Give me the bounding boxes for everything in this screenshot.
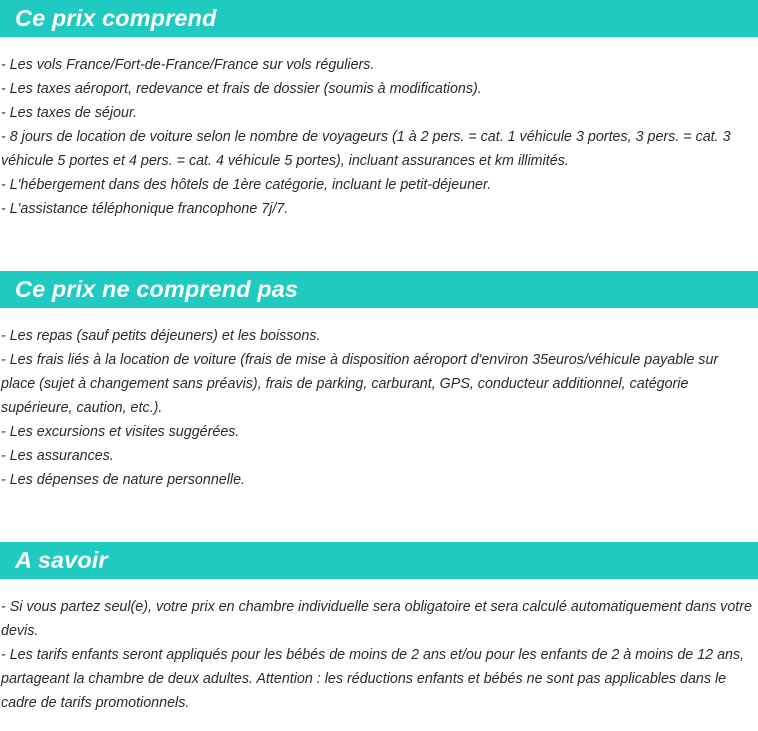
section-header <box>0 0 758 37</box>
list-item: - Si vous partez seul(e), votre prix en chambre individuelle sera obligatoire et sera calculé automatiquement dans votre devis. <box>1 599 752 639</box>
section-body <box>0 324 758 492</box>
list-item: - Les taxes aéroport, redevance et frais de dossier (soumis à modifications). <box>1 81 482 97</box>
list-item: - Les repas (sauf petits déjeuners) et les boissons. <box>1 328 321 344</box>
list-item: - Les tarifs enfants seront appliqués pour les bébés de moins de 2 ans et/ou pour les enfants de 2 à moins de 12 ans, partageant la chambre de deux adultes. Attention : les réductions enfants et bébés ne sont pas applicables dans le cadre de tarifs promotionnels. <box>1 647 745 711</box>
list-item: - Les excursions et visites suggérées. <box>1 424 240 440</box>
section-included <box>0 0 758 221</box>
section-body <box>0 595 758 715</box>
section-body <box>0 53 758 221</box>
list-item: - Les assurances. <box>1 448 114 464</box>
section-header <box>0 271 758 308</box>
list-item: - L'assistance téléphonique francophone 7j/7. <box>1 201 289 217</box>
list-item: - Les vols France/Fort-de-France/France sur vols réguliers. <box>1 57 375 73</box>
list-item: - 8 jours de location de voiture selon le nombre de voyageurs (1 à 2 pers. = cat. 1 véhicule 3 portes, 3 pers. = cat. 3 véhicule 5 portes et 4 pers. = cat. 4 véhicule 5 portes), incluant assurances et km illimités. <box>1 129 731 169</box>
list-item: - Les taxes de séjour. <box>1 105 138 121</box>
section-title: A savoir <box>15 547 108 573</box>
section-not-included <box>0 271 758 492</box>
section-title: Ce prix ne comprend pas <box>15 276 299 302</box>
section-header <box>0 542 758 579</box>
section-good-to-know <box>0 542 758 715</box>
list-item: - Les frais liés à la location de voiture (frais de mise à disposition aéroport d'environ 35euros/véhicule payable sur place (sujet à changement sans préavis), frais de parking, carburant, GPS, conducteur additionnel, catégorie supérieure, caution, etc.). <box>1 352 719 416</box>
list-item: - L'hébergement dans des hôtels de 1ère catégorie, incluant le petit-déjeuner. <box>1 177 492 193</box>
section-title: Ce prix comprend <box>15 5 217 31</box>
list-item: - Les dépenses de nature personnelle. <box>1 472 246 488</box>
